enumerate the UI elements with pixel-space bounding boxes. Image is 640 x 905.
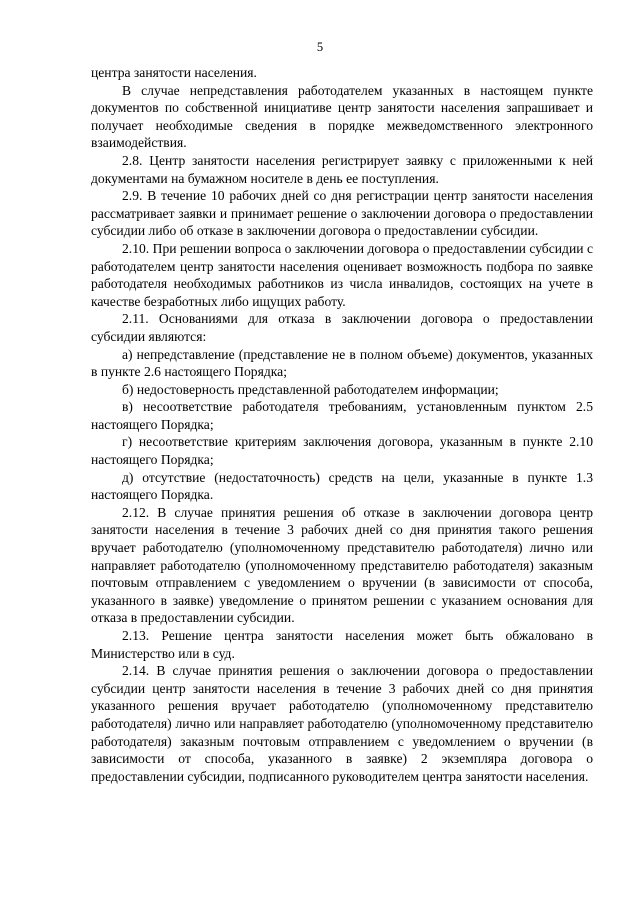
paragraph: 2.9. В течение 10 рабочих дней со дня регистрации центр занятости населения рассматривает заявки и принимает решение о заключении договора о предоставлении субсидии либо об отказе в заключении договора о предоставлении субсидии. <box>91 188 593 239</box>
list-item: г) несоответствие критериям заключения договора, указанным в пункте 2.10 настоящего Порядка; <box>91 434 593 468</box>
paragraph: 2.8. Центр занятости населения регистрирует заявку с приложенными к ней документами на бумажном носителе в день ее поступления. <box>91 152 593 186</box>
document-body <box>91 64 593 785</box>
paragraph: В случае непредставления работодателем указанных в настоящем пункте документов по собственной инициативе центр занятости населения запрашивает и получает необходимые сведения в порядке межведомственного электронного взаимодействия. <box>91 82 593 151</box>
paragraph: 2.14. В случае принятия решения о заключении договора о предоставлении субсидии центр занятости населения в течение 3 рабочих дней со дня принятия указанного решения вручает работодателю (уполномоченному представителю работодателя) лично или направляет работодателю (уполномоченному представителю работодателя) заказным почтовым отправлением с уведомлением о вручении (в зависимости от способа, указанного в заявке) 2 экземпляра договора о предоставлении субсидии, подписанного руководителем центра занятости населения. <box>91 663 593 784</box>
paragraph: 2.11. Основаниями для отказа в заключении договора о предоставлении субсидии являются: <box>91 311 593 344</box>
list-item: в) несоответствие работодателя требованиям, установленным пунктом 2.5 настоящего Порядка; <box>91 399 593 432</box>
page-number: 5 <box>316 40 324 54</box>
list-item: а) непредставление (представление не в полном объеме) документов, указанных в пункте 2.6 настоящего Порядка; <box>91 346 593 380</box>
paragraph: 2.12. В случае принятия решения об отказе в заключении договора центр занятости населения в течение 3 рабочих дней со дня принятия такого решения вручает работодателю (уполномоченному представителю работодателя) лично или направляет работодателю (уполномоченному представителю работодателя) заказным почтовым отправлением с уведомлением о вручении (в зависимости от способа, указанного в заявке) уведомление о принятом решении с указанием основания для отказа в предоставлении субсидии. <box>91 504 593 626</box>
paragraph: 2.10. При решении вопроса о заключении договора о предоставлении субсидии с работодателем центр занятости населения оценивает возможность подбора по заявке работодателя необходимых работников из числа инвалидов, состоящих на учете в качестве безработных либо ищущих работу. <box>91 240 593 309</box>
paragraph: 2.13. Решение центра занятости населения может быть обжаловано в Министерство или в суд. <box>91 628 593 661</box>
list-item: д) отсутствие (недостаточность) средств на цели, указанные в пункте 1.3 настоящего Порядка. <box>91 469 593 503</box>
paragraph: центра занятости населения. <box>91 65 257 80</box>
list-item: б) недостоверность представленной работодателем информации; <box>122 381 499 397</box>
